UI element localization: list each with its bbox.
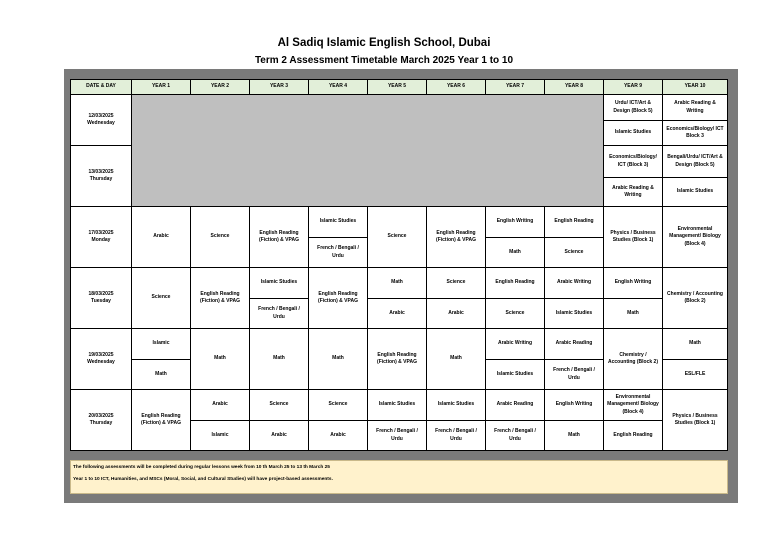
schedule-cell: Islamic Studies: [604, 121, 663, 146]
schedule-cell: Islamic: [132, 329, 191, 360]
date-text: 12/03/2025: [88, 112, 114, 119]
schedule-cell: Arabic Reading & Writing: [604, 178, 663, 207]
schedule-cell: Math: [132, 360, 191, 390]
schedule-cell: Arabic: [132, 207, 191, 268]
table-row: [71, 390, 728, 421]
day-text: Monday: [91, 237, 111, 243]
date-cell: [71, 390, 132, 451]
schedule-cell: Arabic: [427, 299, 486, 329]
schedule-cell: Islamic Studies: [663, 178, 728, 207]
schedule-cell: Math: [486, 238, 545, 268]
day-text: Wednesday: [87, 359, 115, 365]
schedule-cell: Environmental Management/ Biology (Block 4): [604, 390, 663, 421]
schedule-cell: Arabic: [309, 421, 368, 451]
schedule-cell: Urdu/ ICT/Art & Design (Block 5): [604, 95, 663, 121]
schedule-cell: Islamic: [191, 421, 250, 451]
schedule-cell: French / Bengali / Urdu: [486, 421, 545, 451]
schedule-cell: Environmental Management/ Biology (Block 4): [663, 207, 728, 268]
schedule-cell: French / Bengali / Urdu: [427, 421, 486, 451]
date-cell: [71, 329, 132, 390]
date-text: 13/03/2025: [88, 168, 114, 175]
header-year-2: YEAR 2: [191, 80, 250, 95]
header-year-1: YEAR 1: [132, 80, 191, 95]
date-text: 18/03/2025: [88, 290, 114, 297]
schedule-cell: Arabic Reading: [545, 329, 604, 360]
note-line: The following assessments will be completed during regular lessons week from 10 th March 25 to 13 th March 25: [73, 465, 330, 470]
no-assessment-area: [132, 95, 604, 207]
schedule-cell: English Reading (Fiction) & VPAG: [191, 268, 250, 329]
schedule-cell: Arabic: [250, 421, 309, 451]
schedule-cell: English Reading (Fiction) & VPAG: [132, 390, 191, 451]
schedule-cell: Chemistry / Accounting (Block 2): [663, 268, 728, 329]
header-year-9: YEAR 9: [604, 80, 663, 95]
schedule-cell: English Writing: [604, 268, 663, 299]
table-row: [71, 329, 728, 360]
schedule-cell: Science: [368, 207, 427, 268]
schedule-cell: Arabic Writing: [545, 268, 604, 299]
schedule-cell: French / Bengali / Urdu: [368, 421, 427, 451]
schedule-cell: Science: [545, 238, 604, 268]
schedule-cell: Math: [250, 329, 309, 390]
schedule-cell: English Reading (Fiction) & VPAG: [427, 207, 486, 268]
assessment-timetable: [70, 79, 728, 451]
schedule-cell: Arabic Writing: [486, 329, 545, 360]
schedule-cell: ESL/FLE: [663, 360, 728, 390]
schedule-cell: Islamic Studies: [545, 299, 604, 329]
date-text: 20/03/2025: [88, 412, 114, 419]
schedule-cell: Islamic Studies: [368, 390, 427, 421]
note-line: Year 1 to 10 ICT, Humanities, and MSCs (Moral, Social, and Cultural Studies) will have project-based assessments.: [73, 477, 333, 482]
header-date-day: DATE & DAY: [71, 80, 132, 95]
notes-box: [70, 460, 728, 494]
header-year-10: YEAR 10: [663, 80, 728, 95]
schedule-cell: English Writing: [545, 390, 604, 421]
schedule-cell: Science: [250, 390, 309, 421]
schedule-cell: English Reading: [604, 421, 663, 451]
schedule-cell: Science: [427, 268, 486, 299]
schedule-cell: Bengali/Urdu/ ICT/Art & Design (Block 5): [663, 146, 728, 178]
table-row: [71, 207, 728, 238]
day-text: Thursday: [89, 420, 113, 426]
timetable-subtitle: Term 2 Assessment Timetable March 2025 Year 1 to 10: [254, 55, 514, 66]
schedule-cell: Islamic Studies: [486, 360, 545, 390]
day-text: Wednesday: [87, 120, 115, 126]
schedule-cell: Islamic Studies: [427, 390, 486, 421]
schedule-cell: English Reading (Fiction) & VPAG: [309, 268, 368, 329]
schedule-cell: Arabic: [191, 390, 250, 421]
table-row: [71, 268, 728, 299]
table-row: [71, 95, 728, 121]
schedule-cell: Math: [191, 329, 250, 390]
schedule-cell: Chemistry / Accounting (Block 2): [604, 329, 663, 390]
schedule-cell: Science: [132, 268, 191, 329]
schedule-cell: Arabic Reading: [486, 390, 545, 421]
schedule-cell: Arabic Reading & Writing: [663, 95, 728, 121]
schedule-cell: Math: [545, 421, 604, 451]
schedule-cell: Math: [368, 268, 427, 299]
date-cell: [71, 268, 132, 329]
header-year-5: YEAR 5: [368, 80, 427, 95]
schedule-cell: English Reading: [486, 268, 545, 299]
schedule-cell: Math: [427, 329, 486, 390]
schedule-cell: Science: [486, 299, 545, 329]
schedule-cell: French / Bengali / Urdu: [545, 360, 604, 390]
day-text: Thursday: [89, 176, 113, 182]
header-row: [71, 80, 728, 95]
date-text: 19/03/2025: [88, 351, 114, 358]
schedule-cell: English Reading (Fiction) & VPAG: [250, 207, 309, 268]
header-year-7: YEAR 7: [486, 80, 545, 95]
header-year-8: YEAR 8: [545, 80, 604, 95]
schedule-cell: Economics/Biology/ ICT Block 3: [663, 121, 728, 146]
schedule-cell: Math: [604, 299, 663, 329]
schedule-cell: Science: [191, 207, 250, 268]
header-year-3: YEAR 3: [250, 80, 309, 95]
schedule-cell: English Reading: [545, 207, 604, 238]
date-cell: [71, 95, 132, 146]
schedule-cell: Arabic: [368, 299, 427, 329]
date-cell: [71, 207, 132, 268]
schedule-cell: Islamic Studies: [250, 268, 309, 299]
school-title: Al Sadiq Islamic English School, Dubai: [277, 37, 491, 49]
schedule-cell: Economics/Biology/ ICT (Block 3): [604, 146, 663, 178]
schedule-cell: English Writing: [486, 207, 545, 238]
schedule-cell: Physics / Business Studies (Block 1): [604, 207, 663, 268]
schedule-cell: French / Bengali / Urdu: [309, 238, 368, 268]
header-year-6: YEAR 6: [427, 80, 486, 95]
date-cell: [71, 146, 132, 207]
schedule-cell: French / Bengali / Urdu: [250, 299, 309, 329]
date-text: 17/03/2025: [88, 229, 114, 236]
schedule-cell: Physics / Business Studies (Block 1): [663, 390, 728, 451]
schedule-cell: Math: [663, 329, 728, 360]
schedule-cell: Science: [309, 390, 368, 421]
schedule-cell: Islamic Studies: [309, 207, 368, 238]
header-year-4: YEAR 4: [309, 80, 368, 95]
schedule-cell: Math: [309, 329, 368, 390]
day-text: Tuesday: [91, 298, 111, 304]
schedule-cell: English Reading (Fiction) & VPAG: [368, 329, 427, 390]
